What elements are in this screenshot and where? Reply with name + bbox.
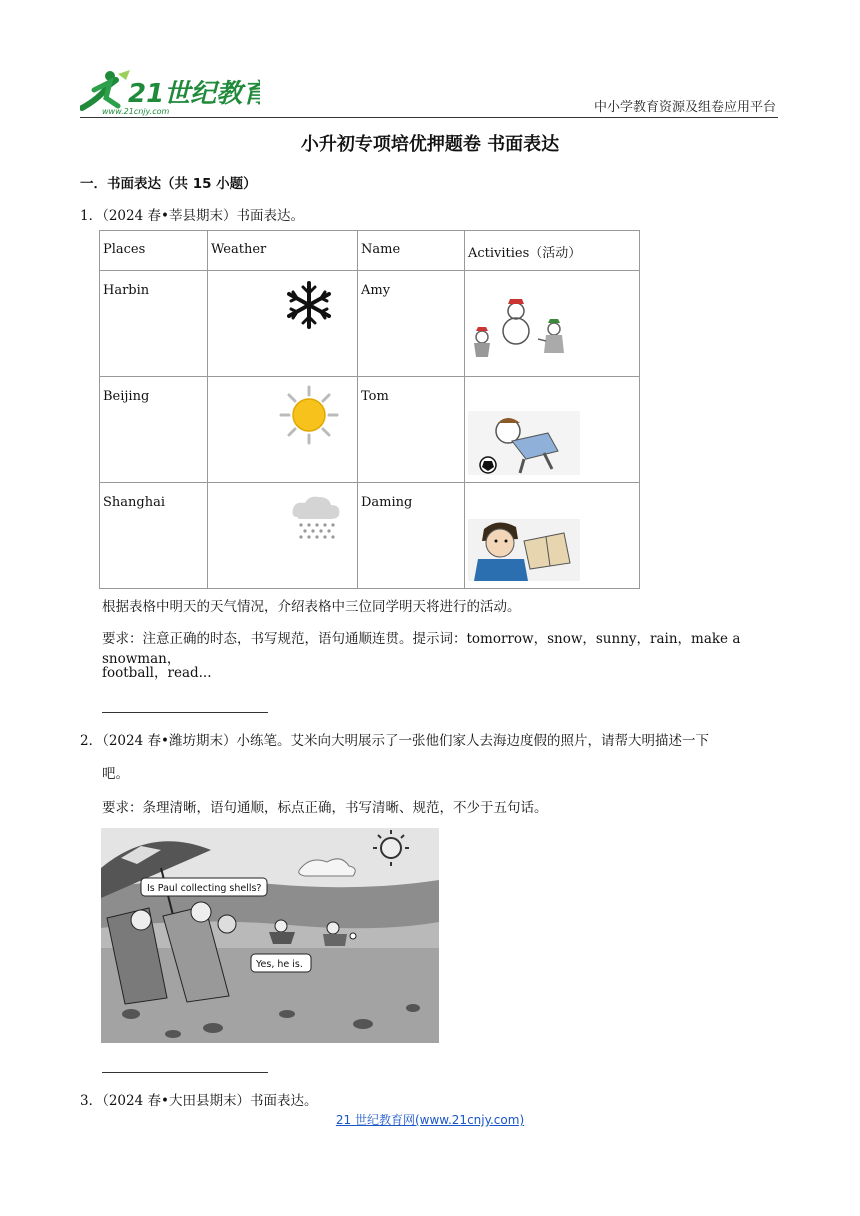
logo-text: 21世纪教育	[128, 79, 260, 109]
header-divider	[80, 117, 778, 118]
speech-bubble-2	[251, 954, 311, 972]
name-cell: Tom	[358, 377, 465, 483]
question-1-heading: 1．（2024 春•莘县期末）书面表达。	[80, 208, 304, 224]
reading-picture	[468, 519, 580, 581]
beach-picture	[101, 828, 439, 1043]
snowman-picture	[468, 299, 578, 359]
weather-cell	[208, 377, 358, 483]
rain-cloud-icon	[287, 493, 347, 545]
name-cell: Amy	[358, 271, 465, 377]
question-2-heading-cont: 吧。	[102, 766, 129, 782]
football-picture	[468, 411, 580, 475]
weather-cell	[208, 483, 358, 589]
runner-icon	[82, 70, 130, 108]
footer-link[interactable]: 21 世纪教育网(www.21cnjy.com)	[335, 1113, 525, 1127]
question-2-heading: 2．（2024 春•潍坊期末）小练笔。艾米向大明展示了一张他们家人去海边度假的照片，请帮大明描述一下	[80, 733, 709, 749]
table-header-cell: Places	[100, 231, 208, 271]
table-header-cell: Activities（活动）	[465, 231, 640, 271]
logo-url: www.21cnjy.com	[102, 107, 170, 116]
svg-text:Yes, he is.: Yes, he is.	[256, 959, 303, 970]
weather-cell	[208, 271, 358, 377]
name-cell: Daming	[358, 483, 465, 589]
sun-icon	[279, 385, 339, 445]
answer-blank-2[interactable]	[102, 1072, 268, 1073]
table-row	[100, 377, 640, 483]
speech-bubble-1	[141, 878, 267, 896]
table-header-row	[100, 231, 640, 271]
question-1-instruction: 根据表格中明天的天气情况，介绍表格中三位同学明天将进行的活动。	[102, 599, 521, 615]
section-heading: 一．书面表达（共 15 小题）	[80, 176, 257, 192]
activity-cell	[465, 271, 640, 377]
question-1-requirement-cont: football，read...	[102, 665, 212, 681]
question-2-requirement: 要求：条理清晰，语句通顺，标点正确，书写清晰、规范，不少于五句话。	[102, 800, 548, 816]
table-row	[100, 483, 640, 589]
table-header-cell: Weather	[208, 231, 358, 271]
question-3-heading: 3．（2024 春•大田县期末）书面表达。	[80, 1093, 318, 1109]
place-cell: Beijing	[100, 377, 208, 483]
activity-cell	[465, 377, 640, 483]
table-header-cell: Name	[358, 231, 465, 271]
place-cell: Harbin	[100, 271, 208, 377]
place-cell: Shanghai	[100, 483, 208, 589]
svg-text:Is Paul collecting shells?: Is Paul collecting shells?	[147, 883, 262, 894]
page-title: 小升初专项培优押题卷 书面表达	[300, 134, 560, 155]
weather-activity-table	[99, 230, 640, 589]
answer-blank-1[interactable]	[102, 712, 268, 713]
snowflake-icon	[283, 279, 335, 331]
brand-logo	[80, 68, 260, 116]
platform-label: 中小学教育资源及组卷应用平台	[593, 100, 776, 115]
activity-cell	[465, 483, 640, 589]
question-1-requirement: 要求：注意正确的时态，书写规范，语句通顺连贯。提示词：tomorrow，snow，sunny，rain，make a snowman，	[102, 631, 741, 667]
table-row	[100, 271, 640, 377]
